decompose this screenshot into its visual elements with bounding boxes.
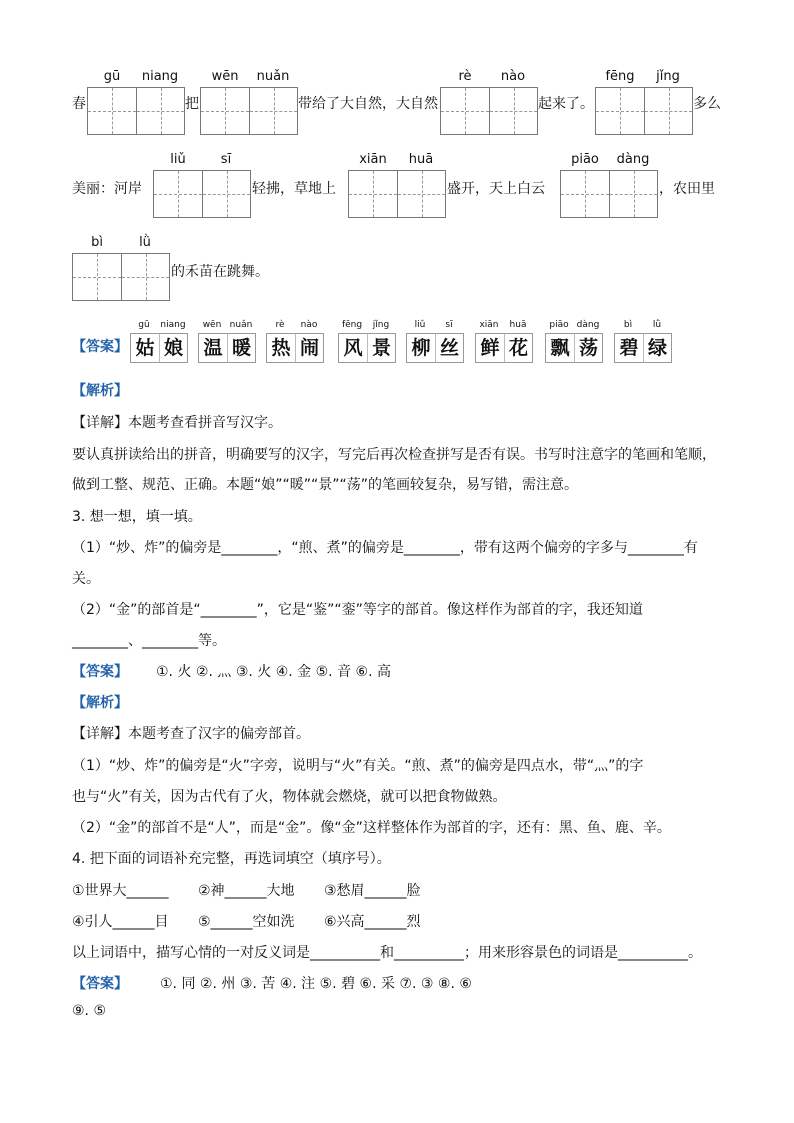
question-text: 以上词语中，描写心情的一对反义词是__________和__________；用来形容景色的词语是__________。 <box>72 945 702 961</box>
answer-item: ⑤. 碧 <box>319 976 356 992</box>
sentence-text: 的禾苗在跳舞。 <box>171 264 269 280</box>
detail-text: （1）“炒、炸”的偏旁是“火”字旁，说明与“火”有关。“煎、煮”的偏旁是四点水，带“灬”的字 <box>72 758 644 774</box>
answer-pinyin: niang <box>160 320 186 330</box>
blank-item: ⑤______空如洗 <box>198 914 295 930</box>
answer-character: 绿 <box>643 334 671 362</box>
answer-item: ②. 州 <box>199 976 236 992</box>
sentence-text: ，农田里 <box>659 181 715 197</box>
pinyin: nuǎn <box>256 69 290 84</box>
answer-word-box <box>130 333 188 363</box>
blank-item: ⑥兴高______烈 <box>324 914 421 930</box>
pinyin: huā <box>408 152 434 167</box>
pinyin: fēng <box>605 69 635 84</box>
answer-pinyin: piāo <box>549 320 569 330</box>
answer-pinyin: sī <box>445 320 453 330</box>
detail-text: 【详解】本题考查了汉字的偏旁部首。 <box>72 726 310 742</box>
answer-item: ④. 金 <box>275 664 312 680</box>
answer-character: 风 <box>343 337 363 359</box>
answer-pinyin: jǐng <box>372 320 390 330</box>
question-text: （2）“金”的部首是“________”，它是“鉴”“銮”等字的部首。像这样作为部首的字，我还知道 <box>72 602 643 618</box>
question-text: 关。 <box>72 571 100 587</box>
analysis-label: 【解析】 <box>72 383 128 399</box>
answer-pinyin: xiān <box>479 320 499 330</box>
sentence-text: 盛开，天上白云 <box>447 181 545 197</box>
answer-item: ⑤. 音 <box>315 664 352 680</box>
pinyin: bì <box>91 235 103 250</box>
writing-box[interactable] <box>200 87 298 135</box>
writing-box[interactable] <box>595 87 693 135</box>
answer-pinyin: dàng <box>576 320 600 330</box>
analysis-label: 【解析】 <box>72 695 128 711</box>
writing-box[interactable] <box>560 170 658 218</box>
pinyin: piāo <box>571 152 599 167</box>
answer-pinyin: bì <box>623 320 633 330</box>
blank-item: ④引人______目 <box>72 914 169 930</box>
writing-box[interactable] <box>153 170 251 218</box>
answer-character: 丝 <box>435 334 463 362</box>
pinyin: gū <box>103 69 121 84</box>
answer-pinyin: liǔ <box>414 320 426 330</box>
answer-pinyin: nào <box>300 320 318 330</box>
detail-text: 做到工整、规范、正确。本题“娘”“暖”“景”“荡”的笔画较复杂，易写错，需注意。 <box>72 477 579 493</box>
question-title: 4. 把下面的词语补充完整，再选词填空（填序号）。 <box>72 851 391 867</box>
answer-pinyin: gū <box>138 320 150 330</box>
answer-list <box>156 661 391 681</box>
answer-word-box <box>475 333 533 363</box>
pinyin: liǔ <box>170 152 186 167</box>
answer-item: ⑨. ⑤ <box>72 1003 107 1019</box>
answer-word-box <box>266 333 324 363</box>
answer-item: ②. 灬 <box>195 664 232 680</box>
answer-item: ⑧. ⑥ <box>437 976 472 992</box>
answer-character: 飘 <box>550 337 570 359</box>
answer-word-box <box>198 333 256 363</box>
answer-item: ①. 火 <box>156 664 192 680</box>
detail-text: （2）“金”的部首不是“人”，而是“金”。像“金”这样整体作为部首的字，还有：黑、鱼、鹿、辛。 <box>72 820 671 836</box>
question-text: ________、________等。 <box>72 633 226 649</box>
sentence-text: 带给了大自然，大自然 <box>298 96 438 112</box>
sentence-text: 春 <box>72 96 86 112</box>
pinyin: dàng <box>616 152 650 167</box>
answer-word-box <box>545 333 603 363</box>
answer-label: 【答案】 <box>72 339 128 355</box>
question-text: （1）“炒、炸”的偏旁是________，“煎、煮”的偏旁是________，带有这两个偏旁的字多与________有 <box>72 540 698 556</box>
pinyin: jǐng <box>656 69 680 84</box>
answer-item: ③. 火 <box>235 664 272 680</box>
detail-text: 【详解】本题考查看拼音写汉字。 <box>72 415 282 431</box>
answer-label: 【答案】 <box>72 664 128 680</box>
answer-character: 花 <box>504 334 532 362</box>
answer-word-box <box>614 333 672 363</box>
answer-character: 热 <box>271 337 291 359</box>
detail-text: 要认真拼读给出的拼音，明确要写的汉字，写完后再次检查拼写是否有误。书写时注意字的笔画和笔顺， <box>72 447 716 463</box>
detail-text: 也与“火”有关，因为古代有了火，物体就会燃烧，就可以把食物做熟。 <box>72 789 507 805</box>
answer-character: 姑 <box>135 337 155 359</box>
answer-item: ④. 注 <box>279 976 316 992</box>
answer-character: 鲜 <box>480 337 500 359</box>
answer-character: 景 <box>367 334 395 362</box>
blank-item: ③愁眉______脸 <box>324 883 421 899</box>
answer-item: ①. 同 <box>160 976 196 992</box>
answer-item: ⑥. 高 <box>355 664 391 680</box>
writing-box[interactable] <box>87 87 185 135</box>
sentence-text: 把 <box>185 96 199 112</box>
writing-box[interactable] <box>72 253 170 301</box>
answer-character: 闹 <box>295 334 323 362</box>
pinyin: rè <box>458 69 472 84</box>
answer-pinyin: wēn <box>202 320 222 330</box>
answer-character: 娘 <box>159 334 187 362</box>
answer-pinyin: nuǎn <box>229 320 253 330</box>
answer-character: 柳 <box>411 337 431 359</box>
sentence-text: 起来了。 <box>538 96 594 112</box>
answer-list <box>160 973 472 993</box>
pinyin: lǜ <box>139 235 151 250</box>
pinyin: niang <box>141 69 179 84</box>
writing-box[interactable] <box>440 87 538 135</box>
answer-pinyin: fēng <box>341 320 363 330</box>
answer-item: ⑥. 采 <box>359 976 395 992</box>
question-title: 3. 想一想，填一填。 <box>72 509 202 525</box>
pinyin: nào <box>500 69 526 84</box>
pinyin: xiān <box>359 152 387 167</box>
answer-label: 【答案】 <box>72 976 128 992</box>
answer-item: ⑦. ③ <box>399 976 434 992</box>
sentence-text: 美丽：河岸 <box>72 181 142 197</box>
blank-item: ②神______大地 <box>198 883 295 899</box>
answer-character: 碧 <box>619 337 639 359</box>
answer-character: 荡 <box>574 334 602 362</box>
answer-character: 温 <box>203 337 223 359</box>
blank-item: ①世界大______ <box>72 883 169 899</box>
answer-word-box <box>406 333 464 363</box>
writing-box[interactable] <box>348 170 446 218</box>
answer-pinyin: rè <box>275 320 285 330</box>
answer-character: 暖 <box>227 334 255 362</box>
answer-pinyin: huā <box>509 320 527 330</box>
sentence-text: 轻拂，草地上 <box>252 181 336 197</box>
answer-word-box <box>338 333 396 363</box>
pinyin: sī <box>220 152 232 167</box>
answer-item: ③. 苦 <box>239 976 276 992</box>
sentence-text: 多么 <box>693 96 721 112</box>
pinyin: wēn <box>211 69 239 84</box>
answer-pinyin: lǜ <box>652 320 662 330</box>
